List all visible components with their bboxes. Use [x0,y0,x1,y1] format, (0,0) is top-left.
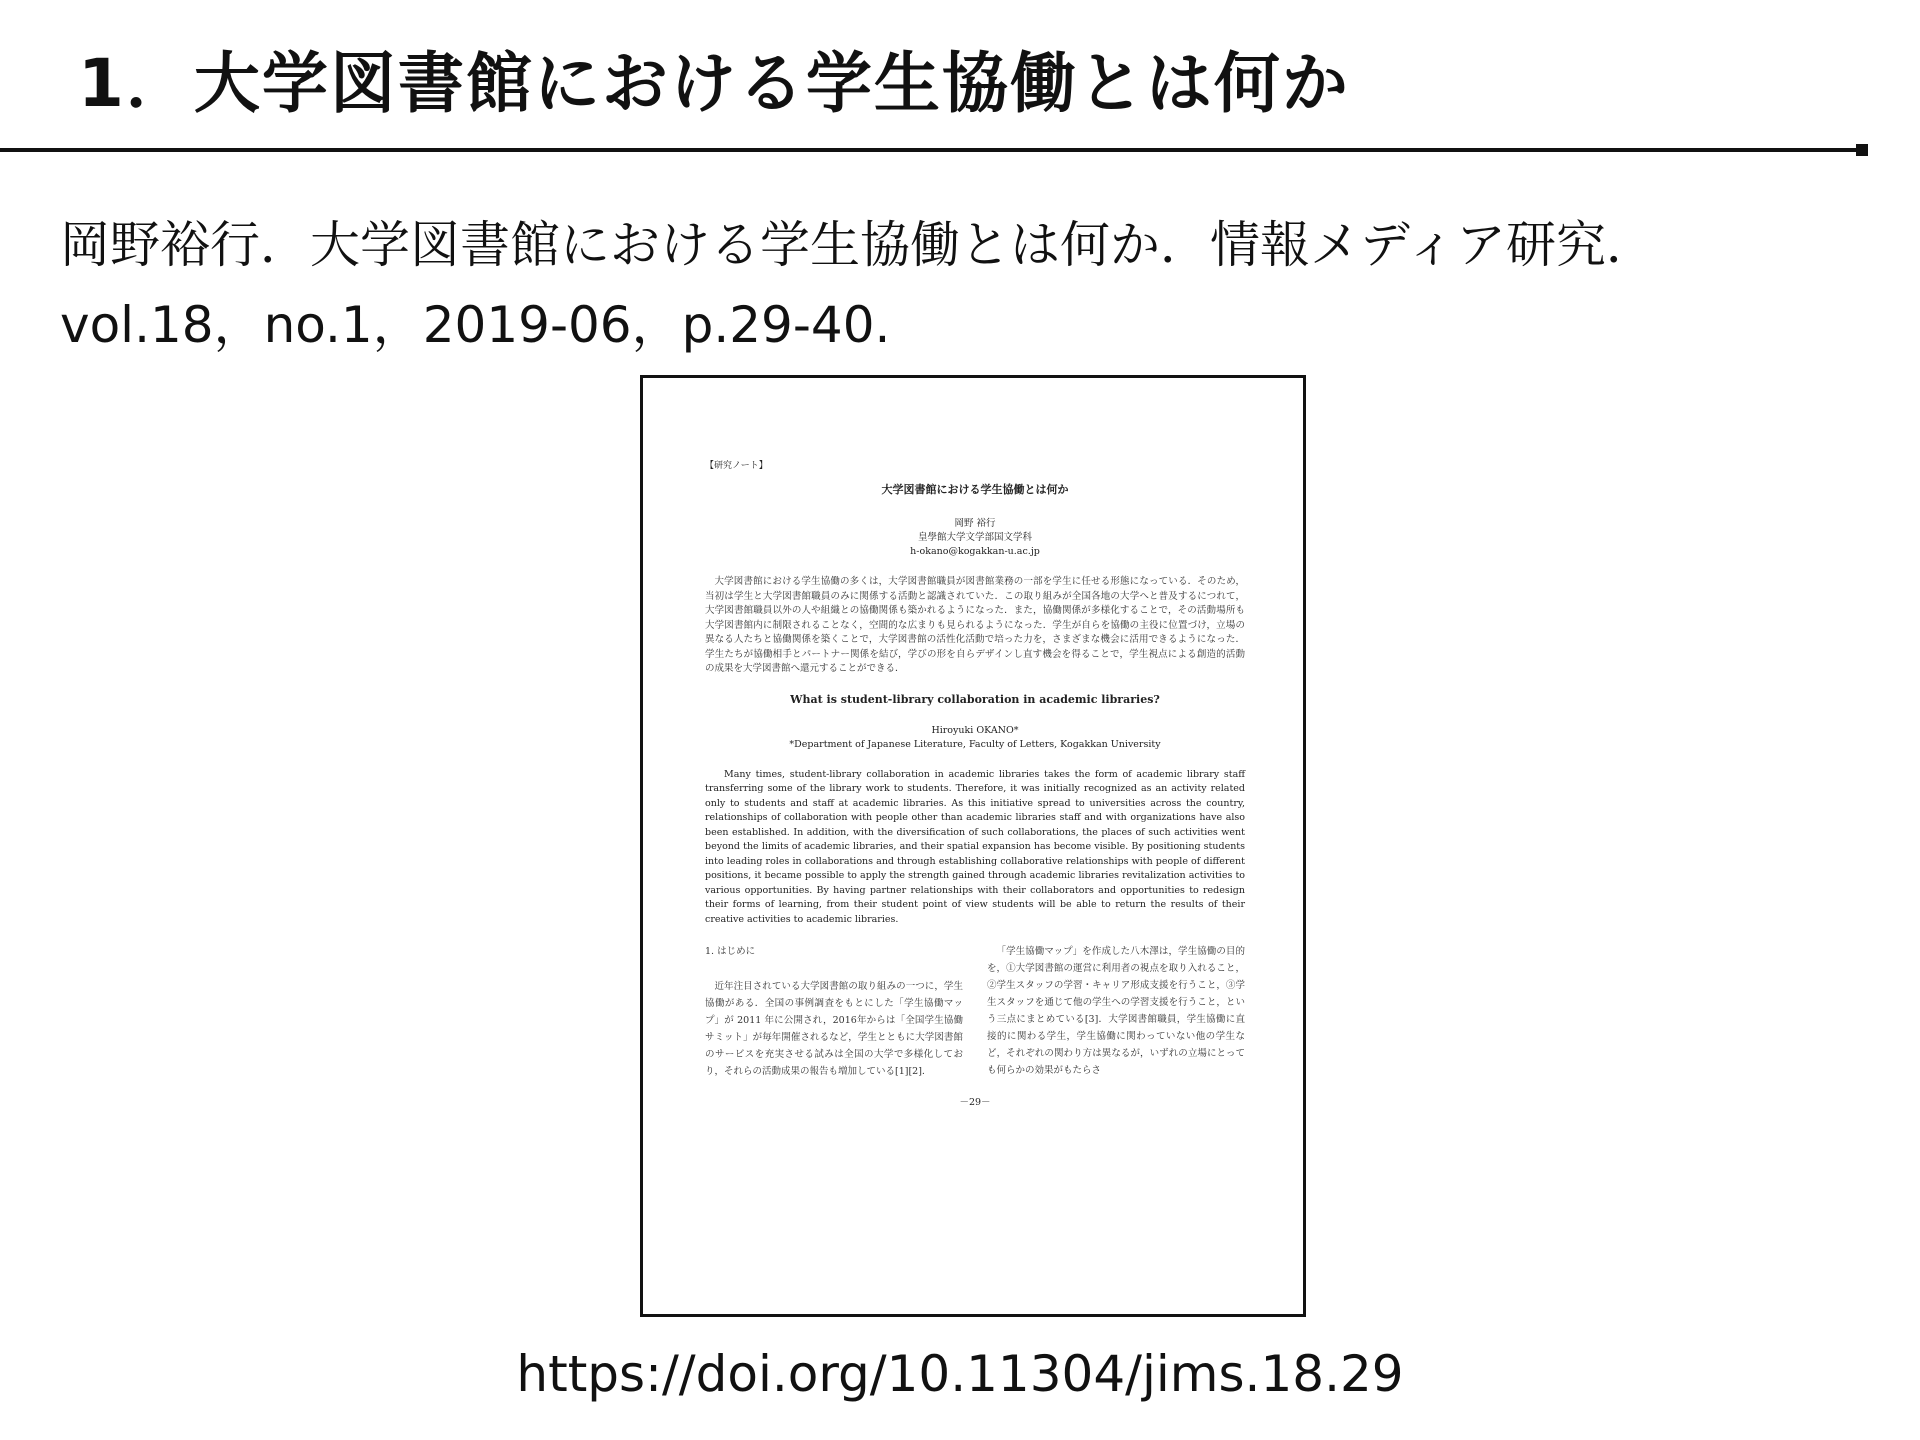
paper-email: h-okano@kogakkan-u.ac.jp [910,546,1040,557]
paper-section-heading: 1. はじめに [705,946,756,957]
paper-page-number: －29－ [959,1097,991,1108]
paper-title-ja: 大学図書館における学生協働とは何か [881,483,1069,496]
paper-author-block-en [705,724,1245,752]
doi-link[interactable]: https://doi.org/10.11304/jims.18.29 [516,1345,1404,1403]
paper-title-en: What is student-library collaboration in academic libraries? [790,692,1160,706]
citation-line-2: vol.18，no.1，2019-06，p.29-40. [60,296,891,354]
paper-body-right: 「学生協働マップ」を作成した八木澤は，学生協働の目的を，①大学図書館の運営に利用者の視点を取り入れること，②学生スタッフの学習・キャリア形成支援を行うこと，③学生スタッフを通じて他の学生への学習支援を行うこと，という三点にまとめている[3]．大学図書館職員，学生協働に直接的に関わる学生，学生協働に関わっていない他の学生など，それぞれの関わり方は異なるが，いずれの立場にとっても何らかの効果がもたらさ [987,946,1245,1076]
paper-body-columns [705,943,1245,1080]
paper-content [705,458,1245,1108]
paper-body-left-column [705,943,963,1080]
paper-affiliation-en: *Department of Japanese Literature, Faculty of Letters, Kogakkan University [789,738,1161,750]
paper-first-page-image [640,375,1306,1317]
paper-label: 【研究ノート】 [705,461,768,471]
paper-author-ja: 岡野 裕行 [954,518,996,529]
underline-end-square [1856,144,1868,156]
paper-abstract-ja: 大学図書館における学生協働の多くは，大学図書館職員が図書館業務の一部を学生に任せる形態になっている．そのため，当初は学生と大学図書館職員のみに関係する活動と認識されていた．この取り組みが全国各地の大学へと普及するにつれて，大学図書館職員以外の人や組織との協働関係も築かれるようになった．また，協働関係が多様化することで，その活動場所も大学図書館内に制限されることなく，空間的な広まりも見られるようになった．学生が自らを協働の主役に位置づけ，立場の異なる人たちと協働関係を築くことで，大学図書館の活性化活動で培った力を，さまざまな機会に活用できるようになった．学生たちが協働相手とパートナー関係を結び，学びの形を自らデザインし直す機会を得ることで，学生視点による創造的活動の成果を大学図書館へ還元することができる． [705,576,1245,674]
paper-author-en: Hiroyuki OKANO* [931,724,1019,736]
citation-line-1: 岡野裕行．大学図書館における学生協働とは何か．情報メディア研究． [60,216,1656,274]
paper-author-block-ja [705,517,1245,559]
paper-body-right-column [987,943,1245,1080]
paper-abstract-en: Many times, student-library collaboration in academic libraries takes the form of academic library staff transferring some of the library work to students. Therefore, it was initially recognized as an activity related only to students and staff at academic libraries. As this initiative spread to universities across the country, relationships of collaboration with people other than academic libraries staff and with organizations have also been established. In addition, with the diversification of such collaborations, the places of such activities went beyond the limits of academic libraries, and their spatial expansion has become visible. By positioning students into leading roles in collaborations and through establishing collaborative relationships with people of different positions, it became possible to apply the strength gained through academic libraries revitalization activities to various opportunities. By having partner relationships with their collaborators and opportunities to redesign their forms of learning, from their student point of view students will be able to return the results of their creative activities to academic libraries. [705,768,1245,925]
citation [60,205,1890,365]
paper-affiliation-ja: 皇學館大学文学部国文学科 [917,532,1032,543]
paper-body-left: 近年注目されている大学図書館の取り組みの一つに，学生協働がある．全国の事例調査をもとにした「学生協働マップ」が 2011 年に公開され，2016年からは「全国学生協働サミット」が毎年開催されるなど，学生とともに大学図書館のサービスを充実させる試みは全国の大学で多様化しており，それらの活動成果の報告も増加している[1][2]. [705,981,963,1077]
slide-title: 1．大学図書館における学生協働とは何か [78,45,1350,122]
title-underline [0,148,1858,152]
